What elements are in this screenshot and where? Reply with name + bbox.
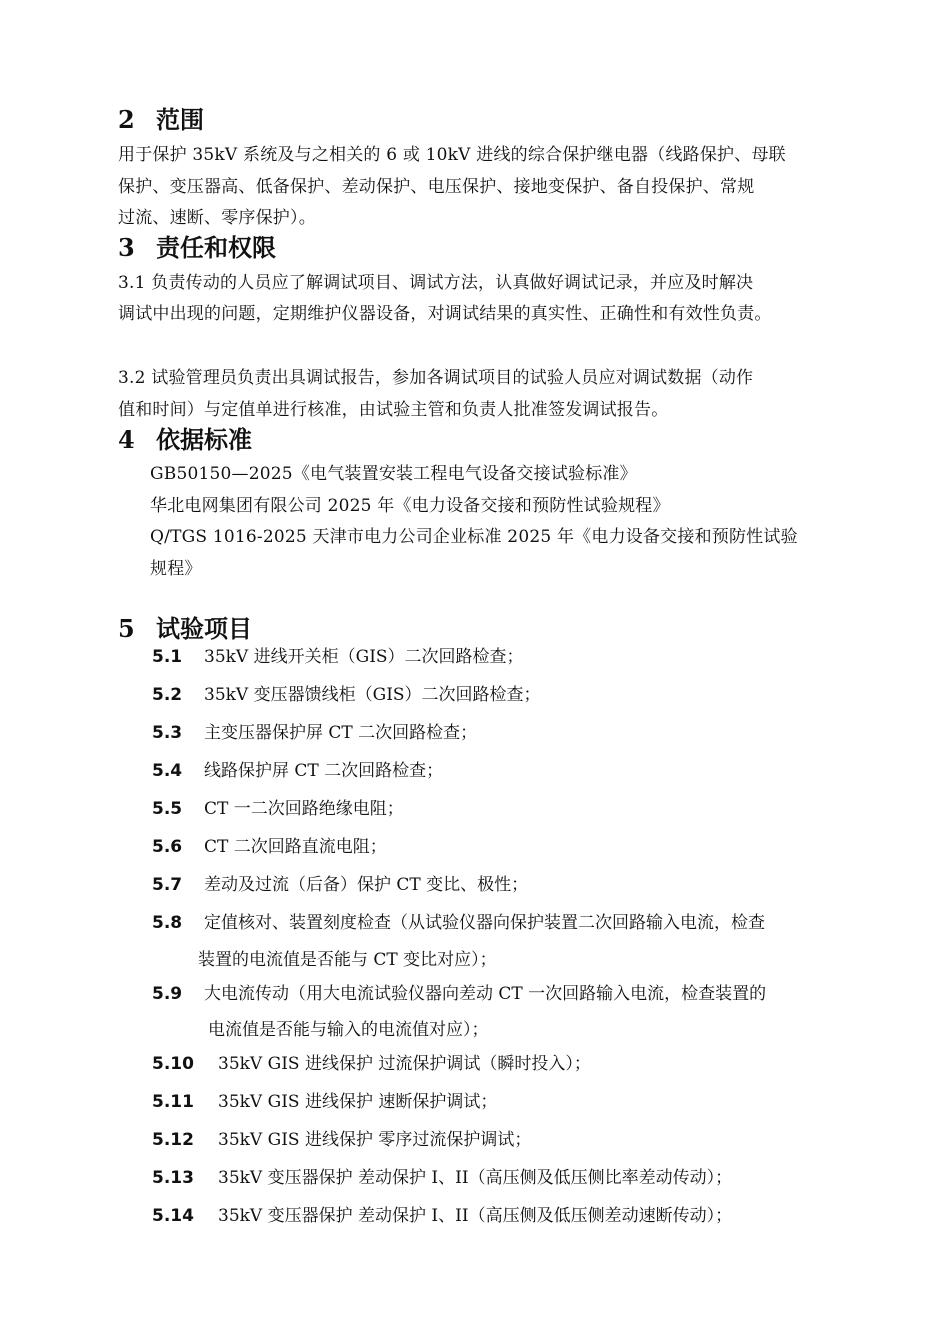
item-text: 定值核对、装置刻度检查（从试验仪器向保护装置二次回路输入电流，检查 bbox=[204, 913, 765, 933]
list-item bbox=[152, 908, 765, 939]
section-4-heading bbox=[118, 425, 252, 455]
list-item bbox=[152, 642, 524, 673]
paragraph-line: 值和时间）与定值单进行核准，由试验主管和负责人批准签发调试报告。 bbox=[118, 400, 669, 420]
item-text: 35kV GIS 进线保护 零序过流保护调试； bbox=[218, 1130, 532, 1150]
item-number: 5.4 bbox=[152, 761, 183, 781]
section-title: 范围 bbox=[156, 105, 204, 134]
item-number: 5.1 bbox=[152, 647, 183, 667]
item-number: 5.11 bbox=[152, 1092, 194, 1112]
section-number: 2 bbox=[118, 105, 135, 134]
item-text: 35kV 变压器保护 差动保护 I、II（高压侧及低压侧比率差动传动）； bbox=[218, 1168, 733, 1188]
paragraph-line: 调试中出现的问题，定期维护仪器设备，对调试结果的真实性、正确性和有效性负责。 bbox=[118, 304, 772, 324]
list-item bbox=[152, 1049, 591, 1080]
item-text: CT 二次回路直流电阻； bbox=[204, 837, 387, 857]
list-item bbox=[152, 1163, 732, 1194]
section-title: 试验项目 bbox=[156, 614, 252, 643]
section-number: 5 bbox=[118, 614, 135, 643]
section-number: 3 bbox=[118, 233, 135, 262]
list-item bbox=[152, 1087, 497, 1118]
section-5-heading bbox=[118, 614, 252, 644]
item-number: 5.2 bbox=[152, 685, 183, 705]
item-number: 5.12 bbox=[152, 1130, 194, 1150]
item-number: 5.14 bbox=[152, 1206, 194, 1226]
list-item bbox=[152, 1125, 531, 1156]
section-title: 依据标准 bbox=[156, 425, 252, 454]
item-text: CT 一二次回路绝缘电阻； bbox=[204, 799, 404, 819]
item-text: 35kV GIS 进线保护 速断保护调试； bbox=[218, 1092, 498, 1112]
paragraph-line: 用于保护 35kV 系统及与之相关的 6 或 10kV 进线的综合保护继电器（线路保护、母联 bbox=[118, 145, 786, 165]
list-item bbox=[152, 794, 404, 825]
list-item bbox=[152, 756, 443, 787]
paragraph-line: 3.1 负责传动的人员应了解调试项目、调试方法，认真做好调试记录，并应及时解决 bbox=[118, 273, 754, 293]
item-number: 5.10 bbox=[152, 1054, 194, 1074]
list-item-continuation: 电流值是否能与输入的电流值对应）； bbox=[208, 1020, 489, 1040]
item-text: 线路保护屏 CT 二次回路检查； bbox=[204, 761, 444, 781]
list-item bbox=[152, 718, 477, 749]
paragraph-line: 3.2 试验管理员负责出具调试报告，参加各调试项目的试验人员应对调试数据（动作 bbox=[118, 368, 754, 388]
section-3-heading bbox=[118, 233, 276, 263]
list-item-continuation: 装置的电流值是否能与 CT 变比对应）； bbox=[198, 950, 497, 970]
paragraph-line: 过流、速断、零序保护）。 bbox=[118, 208, 316, 228]
item-text: 35kV 变压器馈线柜（GIS）二次回路检查； bbox=[204, 685, 541, 705]
standard-reference: 华北电网集团有限公司 2025 年《电力设备交接和预防性试验规程》 bbox=[150, 496, 670, 516]
list-item bbox=[152, 979, 766, 1010]
standard-reference: Q/TGS 1016-2025 天津市电力公司企业标准 2025 年《电力设备交接和预防性试验 bbox=[150, 527, 798, 547]
item-number: 5.7 bbox=[152, 875, 183, 895]
list-item bbox=[152, 1201, 732, 1232]
section-number: 4 bbox=[118, 425, 135, 454]
item-text: 35kV GIS 进线保护 过流保护调试（瞬时投入）； bbox=[218, 1054, 591, 1074]
item-number: 5.5 bbox=[152, 799, 183, 819]
list-item bbox=[152, 832, 387, 863]
paragraph-line: 保护、变压器高、低备保护、差动保护、电压保护、接地变保护、备自投保护、常规 bbox=[118, 177, 755, 197]
list-item bbox=[152, 680, 541, 711]
item-text: 35kV 进线开关柜（GIS）二次回路检查； bbox=[204, 647, 524, 667]
item-number: 5.3 bbox=[152, 723, 183, 743]
item-text: 差动及过流（后备）保护 CT 变比、极性； bbox=[204, 875, 529, 895]
item-number: 5.13 bbox=[152, 1168, 194, 1188]
item-number: 5.6 bbox=[152, 837, 183, 857]
list-item bbox=[152, 870, 528, 901]
item-number: 5.9 bbox=[152, 984, 183, 1004]
section-2-heading bbox=[118, 105, 204, 135]
item-number: 5.8 bbox=[152, 913, 183, 933]
item-text: 主变压器保护屏 CT 二次回路检查； bbox=[204, 723, 478, 743]
standard-reference: GB50150—2025《电气装置安装工程电气设备交接试验标准》 bbox=[150, 464, 637, 484]
item-text: 35kV 变压器保护 差动保护 I、II（高压侧及低压侧差动速断传动）； bbox=[218, 1206, 733, 1226]
section-title: 责任和权限 bbox=[156, 233, 276, 262]
standard-reference: 规程》 bbox=[150, 559, 202, 579]
item-text: 大电流传动（用大电流试验仪器向差动 CT 一次回路输入电流，检查装置的 bbox=[204, 984, 767, 1004]
